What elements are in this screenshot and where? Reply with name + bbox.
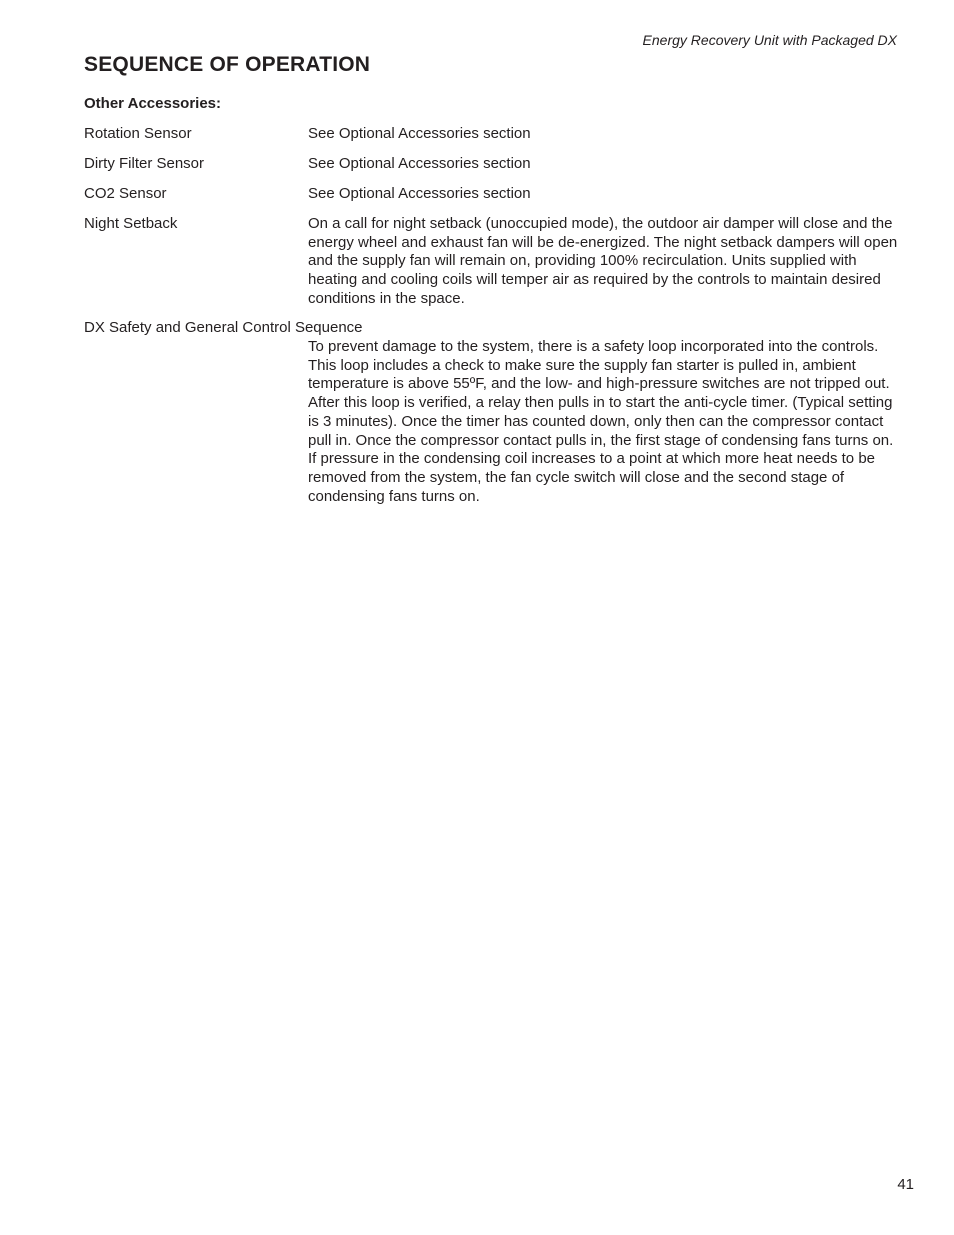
accessory-description: See Optional Accessories section [308,155,531,172]
page-title: SEQUENCE OF OPERATION [84,53,371,76]
accessory-description: See Optional Accessories section [308,185,531,202]
accessory-label: Night Setback [84,215,178,232]
running-header: Energy Recovery Unit with Packaged DX [642,32,897,48]
page-number: 41 [897,1176,914,1193]
section-heading-other-accessories: Other Accessories: [84,95,222,112]
accessory-label: CO2 Sensor [84,185,167,202]
accessory-description: On a call for night setback (unoccupied mode), the outdoor air damper will close and the energy wheel and exhaust fan will be de-energized. The night setback dampers will open and the supply fan will remain on, providing 100% recirculation. Units supplied with heating and cooling coils will temper air as required by the controls to maintain desired conditions in the space. [308,215,898,307]
dx-safety-label: DX Safety and General Control Sequence [84,319,363,336]
accessory-label: Dirty Filter Sensor [84,155,205,172]
dx-safety-description: To prevent damage to the system, there is a safety loop incorporated into the controls. This loop includes a check to make sure the supply fan starter is pulled in, ambient temperature is above 55ºF, and the low- and high-pressure switches are not tripped out. After this loop is verified, a relay then pulls in to start the anti-cycle timer. (Typical setting is 3 minutes). Once the timer has counted down, only then can the compressor contact pull in. Once the compressor contact pulls in, the first stage of condensing fans turns on. If pressure in the condensing coil increases to a point at which more heat needs to be removed from the system, the fan cycle switch will close and the second stage of condensing fans turns on. [308,338,894,505]
accessory-label: Rotation Sensor [84,125,192,142]
accessory-description: See Optional Accessories section [308,125,531,142]
